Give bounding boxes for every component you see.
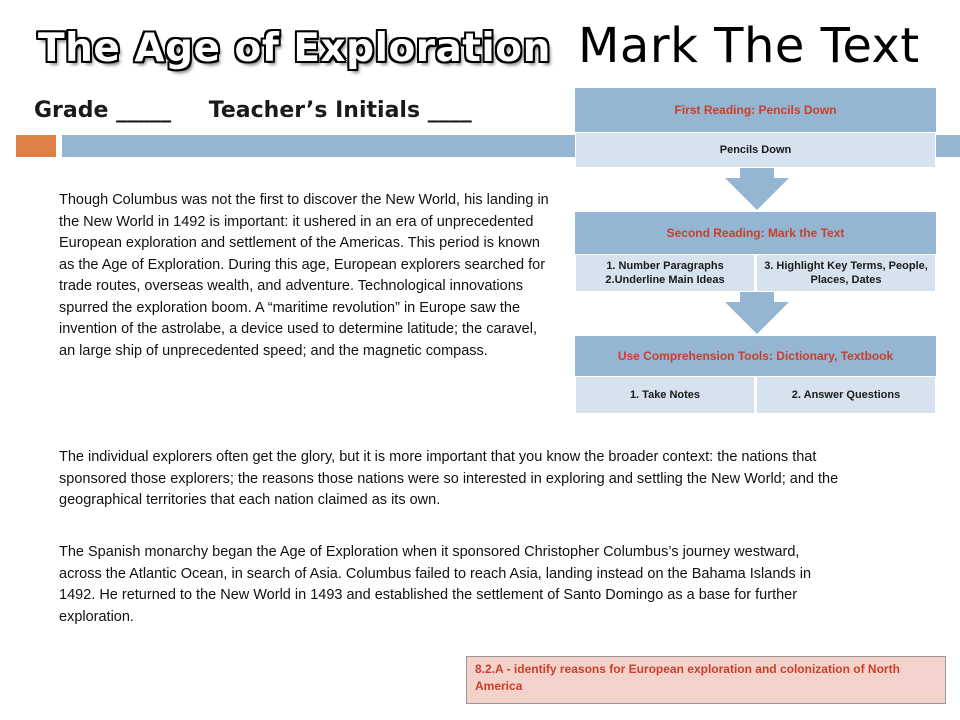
grade-line (34, 98, 472, 123)
paragraph-1: Though Columbus was not the first to discover the New World, his landing in the New World in 1492 is important: it ushered in an era of unprecedented European exploration and settlement of the Americas. This period is known as the Age of Exploration. During this age, European explorers searched for trade routes, overseas wealth, and adventure. Technological innovations spurred the exploration boom. A “maritime revolution” in Europe saw the invention of the astrolabe, a device used to determine latitude; the caravel, an large ship of unprecedented speed; and the magnetic compass. (59, 192, 549, 359)
stage2-item-right-text: 3. Highlight Key Terms, People, Places, Dates (764, 260, 928, 286)
arrow-stem-1 (740, 168, 774, 178)
paragraph-2: The individual explorers often get the glory, but it is more important that you know the broader context: the nations that sponsored those explorers; the reasons those nations were so interested in exploring and settling the New World; and the geographical territories that each nation claimed as its own. (59, 449, 839, 508)
accent-bar-orange (16, 135, 56, 157)
down-arrow-icon (725, 178, 789, 210)
stage2-heading-text: Second Reading: Mark the Text (666, 226, 845, 240)
standard-note (466, 656, 946, 704)
stage1-item (575, 132, 936, 168)
paragraph-3: The Spanish monarchy began the Age of Exploration when it sponsored Christopher Columbus’s journey westward, across the Atlantic Ocean, in search of Asia. Columbus failed to reach Asia, landing instead on the Bahama Islands in 1492. He returned to the New World in 1493 and established the settlement of Santo Domingo as a base for further exploration. (59, 544, 812, 625)
stage2-item-left-line1: 1. Number Paragraphs (606, 260, 724, 272)
stage2-item-right (756, 254, 936, 292)
stage2-item-left (575, 254, 755, 292)
stage2-item-left-line2: 2.Underline Main Ideas (605, 274, 725, 286)
down-arrow-icon (725, 302, 789, 334)
stage1-heading-text: First Reading: Pencils Down (674, 103, 837, 117)
page-title: The Age of Exploration (38, 26, 551, 71)
stage3-heading-text: Use Comprehension Tools: Dictionary, Textbook (617, 349, 894, 363)
stage3-item-left (575, 376, 755, 414)
page-subtitle: Mark The Text (578, 18, 920, 74)
stage3-item-right-text: 2. Answer Questions (791, 389, 901, 401)
stage3-item-right (756, 376, 936, 414)
stage1-heading (575, 88, 936, 132)
standard-note-text: 8.2.A - identify reasons for European exploration and colonization of North America (475, 662, 900, 693)
stage1-item-text: Pencils Down (719, 144, 792, 156)
grade-label: Grade _____ (34, 98, 172, 123)
stage2-heading (575, 212, 936, 254)
arrow-stem-2 (740, 292, 774, 302)
initials-label: Teacher’s Initials ____ (208, 98, 472, 123)
stage3-heading (575, 336, 936, 376)
stage3-item-left-text: 1. Take Notes (629, 389, 701, 401)
